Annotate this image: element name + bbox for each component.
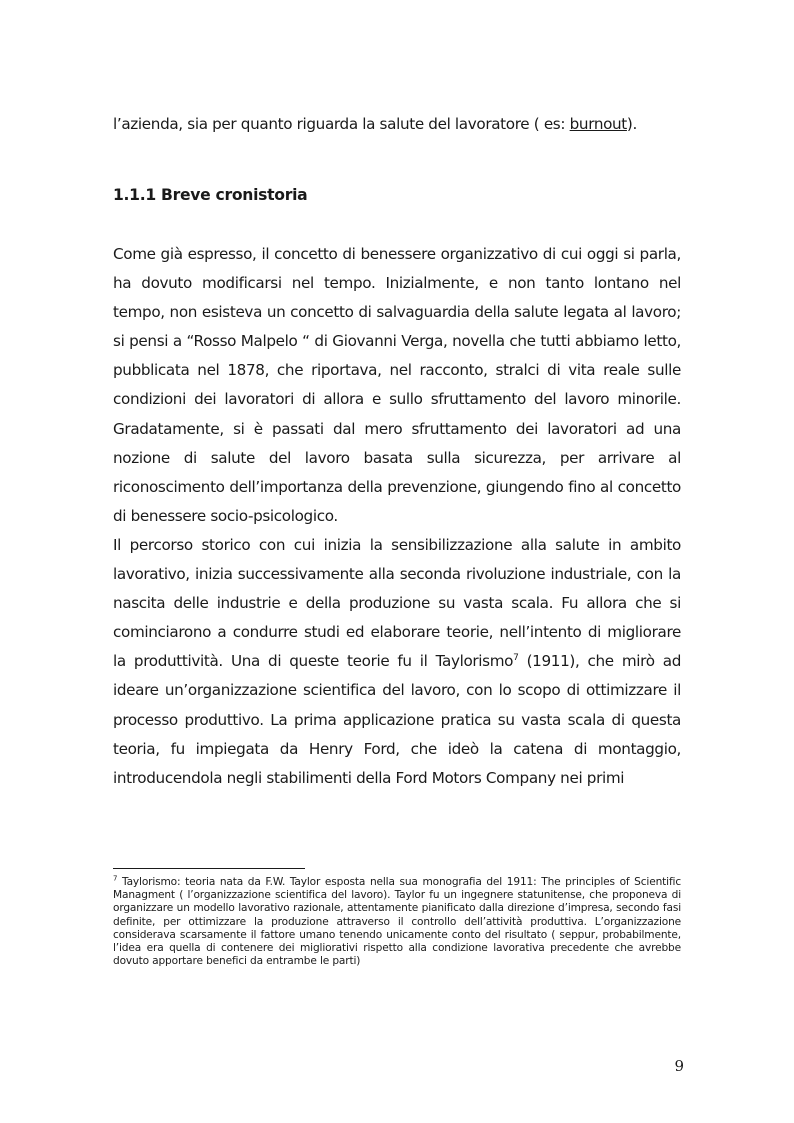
- footnote-separator: [113, 868, 305, 869]
- footnote: [113, 876, 681, 968]
- continuation-paragraph: [113, 110, 681, 139]
- burnout-link[interactable]: burnout: [569, 115, 627, 133]
- paragraph-taylorism-start: Il percorso storico con cui inizia la sensibilizzazione alla salute in ambito lavorativo, inizia successivamente alla seconda rivoluzione industriale, con la nascita delle industrie e della produzione su vasta scala. Fu allora che si cominciarono a condurre studi ed elaborare teorie, nell’intento di migliorare la produttività. Una di queste teorie fu il Taylorismo: [113, 535, 681, 671]
- paragraph-history-intro: Come già espresso, il concetto di benessere organizzativo di cui oggi si parla, ha dovuto modificarsi nel tempo. Inizialmente, e non tanto lontano nel tempo, non esisteva un concetto di salvaguardia della salute legata al lavoro; si pensi a “Rosso Malpelo “ di Giovanni Verga, novella che tutti abbiamo letto, pubblicata nel 1878, che riportava, nel racconto, stralci di vita reale sulle condizioni dei lavoratori di allora e sullo sfruttamento del lavoro minorile. Gradatamente, si è passati dal mero sfruttamento dei lavoratori ad una nozione di salute del lavoro basata sulla sicurezza, per arrivare al riconoscimento dell’importanza della prevenzione, giungendo fino al concetto di benessere socio-psicologico.: [113, 245, 681, 525]
- continuation-text: l’azienda, sia per quanto riguarda la salute del lavoratore ( es:: [113, 115, 570, 133]
- body-text: [113, 240, 681, 793]
- section-heading: 1.1.1 Breve cronistoria: [113, 186, 308, 204]
- paragraph-taylorism: [113, 531, 681, 793]
- paragraph-taylorism-end: (1911), che mirò ad ideare un’organizzazione scientifica del lavoro, con lo scopo di ottimizzare il processo produttivo. La prima applicazione pratica su vasta scala di questa teoria, fu impiegata da Henry Ford, che ideò la catena di montaggio, introducendola negli stabilimenti della Ford Motors Company nei primi: [113, 652, 681, 787]
- footnote-marker: 7: [113, 874, 118, 883]
- footnote-text: Taylorismo: teoria nata da F.W. Taylor esposta nella sua monografia del 1911: The principles of Scientific Managment ( l’organizzazione scientifica del lavoro). Taylor fu un ingegnere statunitense, che proponeva di organizzare un modello lavorativo razionale, attentamente pianificato dalla direzione d’impresa, secondo fasi definite, per ottimizzare la produzione attraverso il controllo dell’attività produttiva. L’organizzazione considerava scarsamente il fattore umano tenendo unicamente conto del risultato ( seppur, probabilmente, l’idea era quella di contenere dei migliorativi rispetto alla condizione lavorativa precedente che avrebbe dovuto apportare benefici da entrambe le parti): [113, 876, 681, 968]
- continuation-end: ).: [626, 115, 637, 133]
- footnote-reference[interactable]: 7: [513, 653, 519, 664]
- page-number: 9: [674, 1057, 684, 1075]
